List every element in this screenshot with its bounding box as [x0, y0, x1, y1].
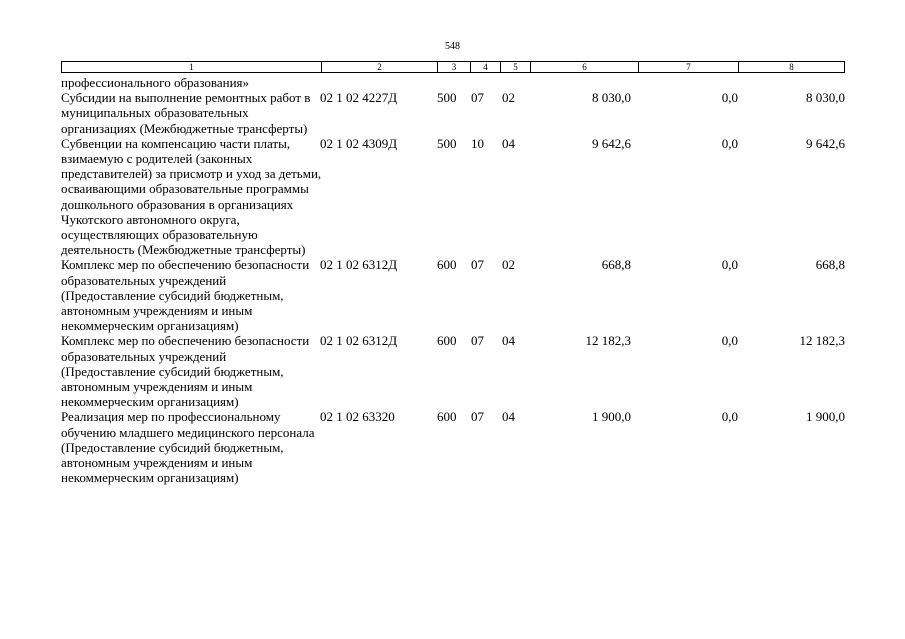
row-col8: 668,8: [815, 257, 845, 273]
row-name: Реализация мер по профессиональному обучению младшего медицинского персонала (Предоставление субсидий бюджетным, автономным учреждениям и иным некоммерческим организациям): [61, 409, 315, 486]
row-col8: 1 900,0: [806, 409, 845, 425]
row-col6: 1 900,0: [592, 409, 631, 425]
column-header-4: 4: [470, 62, 500, 72]
row-code: 02 1 02 63320: [320, 409, 395, 425]
column-header-1: 1: [189, 62, 194, 72]
row-col5: 04: [502, 333, 515, 349]
row-col7: 0,0: [721, 257, 738, 273]
row-col8: 9 642,6: [806, 135, 845, 151]
row-col4: 10: [471, 135, 484, 151]
row-col3: 500: [437, 90, 457, 106]
row-col7: 0,0: [721, 135, 738, 151]
page-number: 548: [445, 41, 460, 52]
row-code: 02 1 02 6312Д: [320, 333, 398, 349]
column-header-6: 6: [530, 62, 638, 72]
budget-table-body: [61, 75, 845, 485]
column-header-row: [61, 61, 845, 73]
table-row: [61, 409, 845, 485]
table-row: [61, 136, 845, 258]
row-col4: 07: [471, 409, 484, 425]
row-name: Субсидии на выполнение ремонтных работ в муниципальных образовательных организациях (Межбюджетные трансферты): [61, 90, 311, 136]
row-code: 02 1 02 4309Д: [320, 135, 398, 151]
table-row: [61, 257, 845, 333]
row-col7: 0,0: [721, 90, 738, 106]
row-col6: 668,8: [601, 257, 631, 273]
row-col7: 0,0: [721, 409, 738, 425]
row-col6: 12 182,3: [585, 333, 631, 349]
row-col5: 02: [502, 90, 515, 106]
row-col6: 9 642,6: [592, 135, 631, 151]
row-col5: 04: [502, 135, 515, 151]
row-col4: 07: [471, 257, 484, 273]
row-col3: 600: [437, 409, 457, 425]
row-col8: 8 030,0: [806, 90, 845, 106]
row-col4: 07: [471, 333, 484, 349]
row-col3: 600: [437, 333, 457, 349]
row-col4: 07: [471, 90, 484, 106]
row-col3: 500: [437, 135, 457, 151]
row-name: Комплекс мер по обеспечению безопасности образовательных учреждений (Предоставление субсидий бюджетным, автономным учреждениям и иным некоммерческим организациям): [61, 257, 310, 334]
row-col5: 02: [502, 257, 515, 273]
continuation-row: [61, 75, 845, 90]
table-row: [61, 333, 845, 409]
row-name: Субвенции на компенсацию части платы, взимаемую с родителей (законных представителей) за присмотр и уход за детьми, осваивающими образовательные программы дошкольного образования в организациях Чукотского автономного округа, осуществляющих образовательную деятельность (Межбюджетные трансферты): [61, 135, 322, 258]
table-row: [61, 90, 845, 136]
column-header-3: 3: [437, 62, 470, 72]
row-col7: 0,0: [721, 333, 738, 349]
row-code: 02 1 02 6312Д: [320, 257, 398, 273]
row-name: Комплекс мер по обеспечению безопасности образовательных учреждений (Предоставление субсидий бюджетным, автономным учреждениям и иным некоммерческим организациям): [61, 333, 310, 410]
column-header-7: 7: [638, 62, 738, 72]
row-col8: 12 182,3: [799, 333, 845, 349]
column-header-8: 8: [738, 62, 844, 72]
row-col6: 8 030,0: [592, 90, 631, 106]
row-col5: 04: [502, 409, 515, 425]
column-header-2: 2: [321, 62, 437, 72]
row-col3: 600: [437, 257, 457, 273]
row-code: 02 1 02 4227Д: [320, 90, 398, 106]
continuation-text: профессионального образования»: [61, 75, 250, 90]
column-header-5: 5: [500, 62, 530, 72]
